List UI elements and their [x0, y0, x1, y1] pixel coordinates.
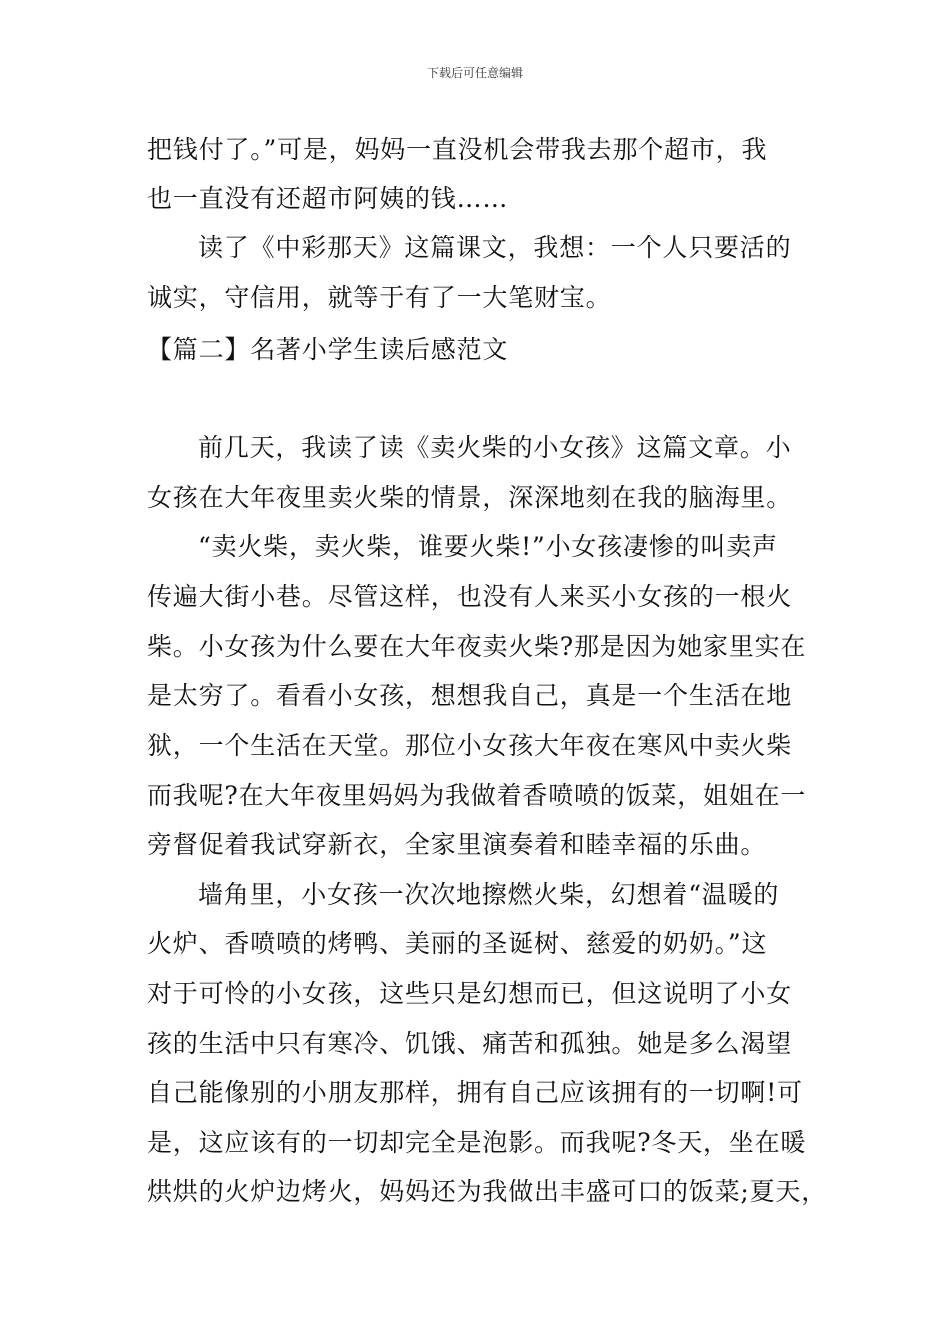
text-line: 是，这应该有的一切却完全是泡影。而我呢?冬天，坐在暖	[147, 1128, 807, 1157]
text-line: 而我呢?在大年夜里妈妈为我做着香喷喷的饭菜，姐姐在一	[147, 781, 807, 810]
section-heading: 【篇二】名著小学生读后感范文	[147, 335, 509, 364]
text-line: 旁督促着我试穿新衣，全家里演奏着和睦幸福的乐曲。	[147, 830, 767, 859]
text-line: 对于可怜的小女孩，这些只是幻想而已，但这说明了小女	[147, 979, 793, 1008]
text-line: 狱，一个生活在天堂。那位小女孩大年夜在寒风中卖火柴	[147, 731, 793, 760]
text-line: 诚实，守信用，就等于有了一大笔财宝。	[147, 283, 612, 312]
text-line: “卖火柴，卖火柴，谁要火柴!”小女孩凄惨的叫卖声	[198, 532, 778, 561]
text-line: 孩的生活中只有寒冷、饥饿、痛苦和孤独。她是多么渴望	[147, 1029, 793, 1058]
text-line: 读了《中彩那天》这篇课文，我想：一个人只要活的	[198, 233, 792, 262]
text-line: 柴。小女孩为什么要在大年夜卖火柴?那是因为她家里实在	[147, 632, 807, 661]
page-header: 下载后可任意编辑	[426, 66, 523, 80]
text-line: 把钱付了。”可是，妈妈一直没机会带我去那个超市，我	[147, 135, 768, 164]
text-line: 传遍大街小巷。尽管这样，也没有人来买小女孩的一根火	[147, 582, 793, 611]
text-line: 自己能像别的小朋友那样，拥有自己应该拥有的一切啊!可	[147, 1078, 803, 1107]
text-line: 火炉、香喷喷的烤鸭、美丽的圣诞树、慈爱的奶奶。”这	[147, 929, 768, 958]
text-line: 墙角里，小女孩一次次地擦燃火柴，幻想着“温暖的	[198, 880, 780, 909]
text-line: 也一直没有还超市阿姨的钱……	[147, 184, 509, 213]
text-line: 是太穷了。看看小女孩，想想我自己，真是一个生活在地	[147, 681, 793, 710]
text-line: 女孩在大年夜里卖火柴的情景，深深地刻在我的脑海里。	[147, 483, 793, 512]
text-line: 烘烘的火炉边烤火，妈妈还为我做出丰盛可口的饭菜;夏天，	[147, 1177, 828, 1206]
text-line: 前几天，我读了读《卖火柴的小女孩》这篇文章。小	[198, 433, 792, 462]
